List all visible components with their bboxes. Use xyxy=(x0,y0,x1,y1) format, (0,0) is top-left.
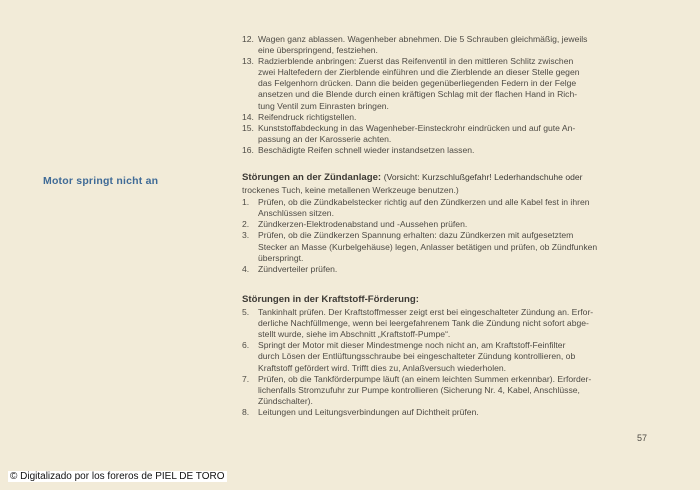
item-number: 4. xyxy=(242,263,250,274)
ignition-note: (Vorsicht: Kurzschlußgefahr! Lederhandschuhe oder xyxy=(383,172,583,182)
list-item xyxy=(242,145,656,156)
list-item xyxy=(242,230,656,263)
item-text: Beschädigte Reifen schnell wieder instandsetzen lassen. xyxy=(258,144,475,155)
item-number: 5. xyxy=(242,307,250,318)
fuel-section xyxy=(242,294,656,418)
item-text: Kunststoffabdeckung in das Wagenheber-Einsteckrohr eindrücken und auf gute An- passung an der Karosserie achten. xyxy=(258,122,576,144)
list-item xyxy=(242,34,656,56)
list-item xyxy=(242,197,656,219)
item-number: 12. xyxy=(242,34,254,44)
item-text: Radzierblende anbringen: Zuerst das Reifenventil in den mittleren Schlitz zwischen zwei Haltefedern der Zierblende einführen und die Zierblende an dieser Stelle gegen das Felgenhorn drücken. Dann die beiden gegenüberliegenden Federn in der Felge ansetzen und die Blende durch einen kräftigen Schlag mit der flachen Hand in Rich- tung Ventil zum Einrasten bringen. xyxy=(258,56,580,111)
item-number: 2. xyxy=(242,219,250,230)
item-text: Springt der Motor mit dieser Mindestmenge noch nicht an, am Kraftstoff-Feinfilter durch Lösen der Entlüftungsschraube bei eingeschalteter Zündung kontrollieren, ob Kraftstoff gefördert wird. Trifft dies zu, Anlaßversuch wiederholen. xyxy=(258,340,576,373)
list-item xyxy=(242,307,656,340)
item-number: 15. xyxy=(242,122,254,133)
item-text: Leitungen und Leitungsverbindungen auf Dichtheit prüfen. xyxy=(258,406,479,417)
ignition-section xyxy=(242,172,656,275)
item-text: Tankinhalt prüfen. Der Kraftstoffmesser zeigt erst bei eingeschalteter Zündung an. Erfor- derliche Nachfüllmenge, wenn bei leergefahrenem Tank die Zündung nicht sofort abge- stellt wurde, siehe im Abschnitt „Kraftstoff-Pumpe“. xyxy=(258,307,594,340)
list-item xyxy=(242,56,656,111)
wheel-steps-list xyxy=(242,34,656,156)
item-text: Zündverteiler prüfen. xyxy=(258,263,338,274)
list-item xyxy=(242,264,656,275)
item-number: 7. xyxy=(242,373,250,384)
ignition-note-cont: trockenes Tuch, keine metallenen Werkzeuge benutzen.) xyxy=(242,185,459,196)
ignition-heading: Störungen an der Zündanlage: xyxy=(242,172,382,183)
item-number: 1. xyxy=(242,197,250,208)
list-item xyxy=(242,112,656,123)
page-number: 57 xyxy=(637,433,648,443)
list-item xyxy=(242,407,656,418)
list-item xyxy=(242,340,656,373)
item-text: Prüfen, ob die Zündkabelstecker richtig auf den Zündkerzen und alle Kabel fest in ihren Anschlüssen sitzen. xyxy=(258,197,590,219)
item-number: 3. xyxy=(242,230,250,241)
item-number: 14. xyxy=(242,111,254,122)
item-number: 16. xyxy=(242,144,254,155)
item-number: 13. xyxy=(242,56,254,67)
item-text: Prüfen, ob die Zündkerzen Spannung erhalten: dazu Zündkerzen mit aufgesetztem Stecker an Masse (Kurbelgehäuse) legen, Anlasser betätigen und prüfen, ob Zündfunken überspringt. xyxy=(258,230,598,263)
ignition-heading-line xyxy=(242,172,656,183)
list-item xyxy=(242,219,656,230)
fuel-heading: Störungen in der Kraftstoff-Förderung: xyxy=(242,294,419,305)
page-content xyxy=(242,34,656,417)
item-number: 8. xyxy=(242,406,250,417)
list-item xyxy=(242,374,656,407)
item-text: Wagen ganz ablassen. Wagenheber abnehmen. Die 5 Schrauben gleichmäßig, jeweils eine überspringend, festziehen. xyxy=(258,34,588,56)
item-text: Prüfen, ob die Tankförderpumpe läuft (an einem leichten Summen erkennbar). Erforder- lichenfalls Stromzufuhr zur Pumpe kontrollieren (Sicherung Nr. 4, Kabel, Anschlüsse, Zündschalter). xyxy=(258,373,592,406)
item-text: Reifendruck richtigstellen. xyxy=(258,111,357,122)
item-text: Zündkerzen-Elektrodenabstand und -Aussehen prüfen. xyxy=(258,219,468,230)
item-number: 6. xyxy=(242,340,250,351)
list-item xyxy=(242,123,656,145)
credit-line: © Digitalizado por los foreros de PIEL DE TORO xyxy=(10,471,225,482)
side-heading: Motor springt nicht an xyxy=(43,175,159,187)
